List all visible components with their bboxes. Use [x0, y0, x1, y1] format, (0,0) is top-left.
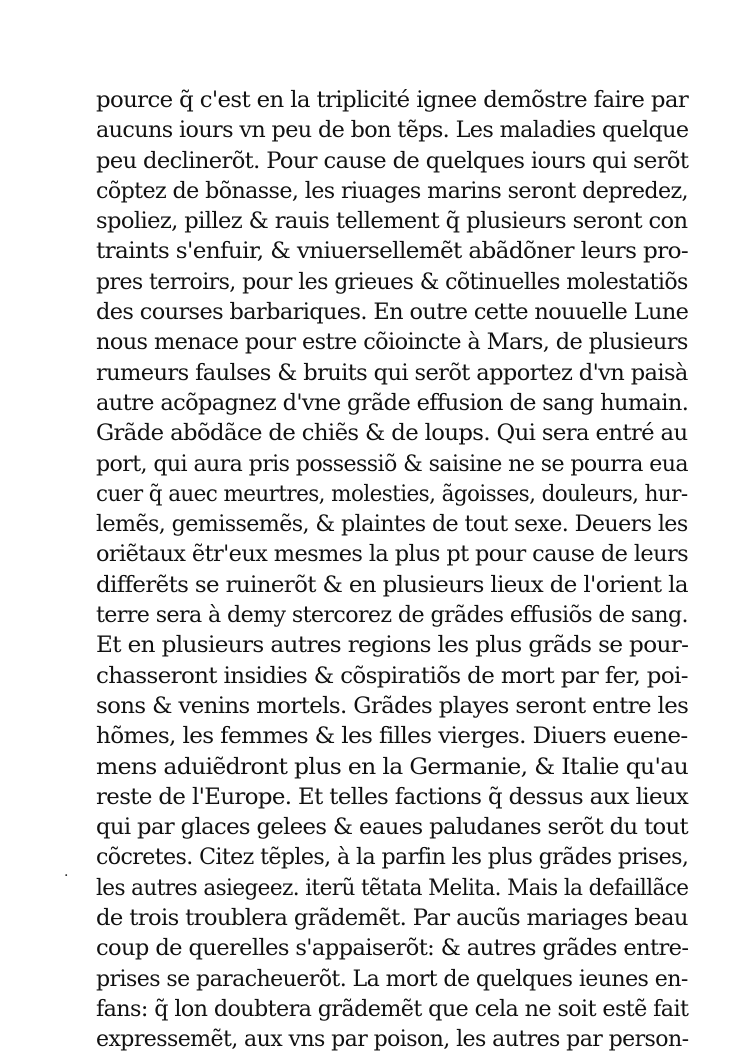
- text-line: chasseront insidies & cõspiratiõs de mort par fer, poi-: [96, 663, 688, 689]
- text-line: cõcretes. Citez tẽples, à la parfin les plus grãdes prises,: [96, 845, 689, 871]
- text-line: autre acõpagnez d'vne grãde effusion de sang humain.: [96, 390, 689, 416]
- text-line: pource q̃ c'est en la triplicité ignee demõstre faire par: [96, 88, 689, 113]
- text-line: hõmes, les femmes & les filles vierges. Diuers euene-: [96, 724, 688, 750]
- text-line: Grãde abõdãce de chiẽs & de loups. Qui sera entré au: [96, 421, 688, 447]
- text-line: lemẽs, gemissemẽs, & plaintes de tout sexe. Deuers les: [96, 512, 688, 538]
- text-line: qui par glaces gelees & eaues paludanes serõt du tout: [96, 815, 689, 841]
- text-line: cõptez de bõnasse, les riuages marins seront depredez,: [96, 178, 689, 204]
- text-line: prises se paracheuerõt. La mort de quelques ieunes en-: [96, 966, 688, 992]
- text-line: aucuns iours vn peu de bon tẽps. Les maladies quelque: [96, 118, 689, 144]
- text-line: mens aduiẽdront plus en la Germanie, & Italie qu'au: [96, 754, 689, 780]
- text-line: traints s'enfuir, & vniuersellemẽt abãdõner leurs pro-: [96, 239, 689, 265]
- text-line: port, qui aura pris possessiõ & saisine ne se pourra eua: [96, 451, 688, 477]
- text-line: expressemẽt, aux vns par poison, les autres par person-: [96, 1027, 689, 1053]
- text-line: coup de querelles s'appaiserõt: & autres grãdes entre-: [96, 936, 689, 962]
- text-line: fans: q̃ lon doubtera grãdemẽt que cela ne soit estẽ fait: [96, 996, 689, 1022]
- text-line: sons & venins mortels. Grãdes playes seront entre les: [96, 693, 689, 719]
- text-line: de trois troublera grãdemẽt. Par aucũs mariages beau: [96, 906, 688, 932]
- text-line: terre sera à demy stercorez de grãdes effusiõs de sang.: [96, 603, 688, 629]
- text-line: rumeurs faulses & bruits qui serõt apportez d'vn paisà: [96, 360, 688, 386]
- text-line: pres terroirs, pour les grieues & cõtinuelles molestatiõs: [96, 269, 688, 295]
- text-line: des courses barbariques. En outre cette nouuelle Lune: [96, 300, 689, 326]
- text-line: nous menace pour estre cõioincte à Mars, de plusieurs: [96, 330, 688, 356]
- text-line: cuer q̃ auec meurtres, molesties, ãgoisses, douleurs, hur-: [96, 481, 688, 507]
- text-line: spoliez, pillez & rauis tellement q̃ plusieurs seront con: [96, 209, 688, 235]
- text-line: oriẽtaux ẽtr'eux mesmes la plus pt pour cause de leurs: [96, 542, 688, 568]
- text-line: les autres asiegeez. iterũ tẽtata Melita. Mais la defaillãce: [96, 875, 689, 901]
- text-line: reste de l'Europe. Et telles factions q̃ dessus aux lieux: [96, 784, 689, 810]
- ink-speck: ·: [64, 868, 69, 884]
- text-line: differẽts se ruinerõt & en plusieurs lieux de l'orient la: [96, 572, 688, 598]
- text-line: Et en plusieurs autres regions les plus grãds se pour-: [96, 633, 689, 659]
- text-line: peu declinerõt. Pour cause de quelques iours qui serõt: [96, 148, 689, 174]
- body-text: [96, 86, 696, 1056]
